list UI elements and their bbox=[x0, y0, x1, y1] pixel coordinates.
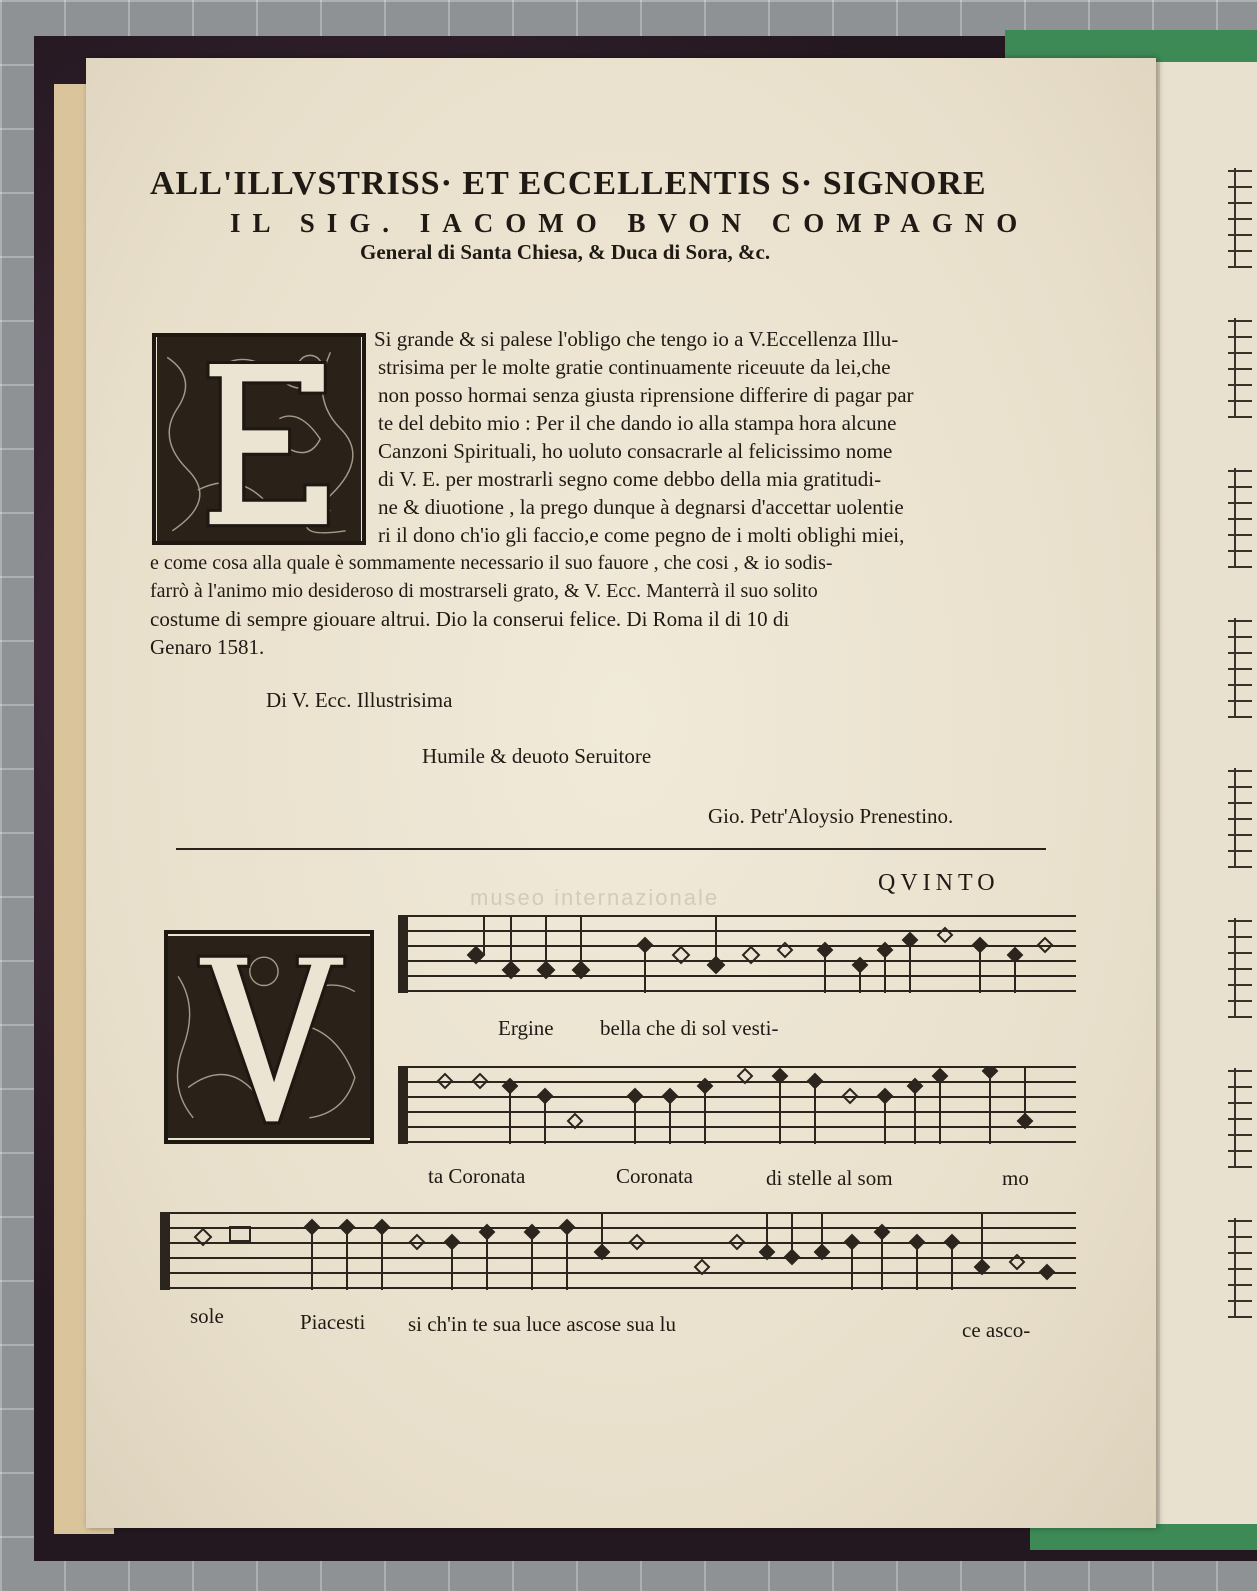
section-divider bbox=[176, 848, 1046, 850]
facing-page-staff bbox=[1228, 1218, 1252, 1318]
lyric-text: Piacesti bbox=[300, 1310, 366, 1334]
watermark: museo internazionale bbox=[470, 885, 720, 910]
facing-page-staff bbox=[1228, 468, 1252, 568]
lyric-text: si ch'in te sua luce ascose sua lu bbox=[408, 1312, 676, 1336]
closing-salutation: Di V. Ecc. Illustrisima bbox=[266, 688, 453, 712]
dedication-line: Canzoni Spirituali, ho uoluto consacrarle al felicissimo nome bbox=[378, 439, 893, 463]
lyric-text: ta Coronata bbox=[428, 1164, 526, 1188]
facing-page-staff bbox=[1228, 318, 1252, 418]
dedication-line: ne & diuotione , la prego dunque à degnarsi d'accettar uolentie bbox=[378, 495, 904, 519]
voice-part-label: QVINTO bbox=[878, 870, 1000, 896]
book-page bbox=[86, 58, 1156, 1528]
staff-notes bbox=[160, 1212, 1076, 1290]
facing-page-staff bbox=[1228, 618, 1252, 718]
lyric-text: ce asco- bbox=[962, 1318, 1031, 1342]
facing-page-staff bbox=[1228, 918, 1252, 1018]
facing-page-staff bbox=[1228, 768, 1252, 868]
music-staff bbox=[398, 915, 1076, 993]
dedication-line: strisima per le molte gratie continuamente riceuute da lei,che bbox=[378, 355, 891, 379]
decorated-initial-v bbox=[164, 930, 374, 1144]
facing-page-staff bbox=[1228, 168, 1252, 268]
dedication-line: te del debito mio : Per il che dando io alla stampa hora alcune bbox=[378, 411, 897, 435]
dedication-line: e come cosa alla quale è sommamente necessario il suo fauore , che cosi , & io sodis- bbox=[150, 552, 833, 574]
dedication-line: Si grande & si palese l'obligo che tengo io a V.Eccellenza Illu- bbox=[374, 327, 899, 351]
lyric-text: bella che di sol vesti- bbox=[600, 1016, 779, 1040]
lyric-text: mo bbox=[1002, 1166, 1029, 1190]
lyric-text: Coronata bbox=[616, 1164, 693, 1188]
lyric-text: Ergine bbox=[498, 1016, 554, 1040]
dedicatee-titles: General di Santa Chiesa, & Duca di Sora, &c. bbox=[360, 240, 771, 264]
lyric-text: sole bbox=[190, 1304, 224, 1328]
facing-page-staff bbox=[1228, 1068, 1252, 1168]
dedication-line: costume di sempre giouare altrui. Dio la conserui felice. Di Roma il di 10 di bbox=[150, 607, 790, 631]
dedication-heading: ALL'ILLVSTRISS· ET ECCELLENTIS S· SIGNORE bbox=[150, 165, 987, 202]
staff-notes bbox=[398, 915, 1076, 993]
dedication-line: ri il dono ch'io gli faccio,e come pegno de i molti oblighi miei, bbox=[378, 523, 905, 547]
staff-notes bbox=[398, 1066, 1076, 1144]
lyric-text: di stelle al som bbox=[766, 1166, 893, 1190]
dedication-line: Genaro 1581. bbox=[150, 635, 265, 659]
dedication-line: di V. E. per mostrarli segno come debbo della mia gratitudi- bbox=[378, 467, 882, 491]
music-staff bbox=[398, 1066, 1076, 1144]
dedication-line: farrò à l'animo mio desideroso di mostrarseli grato, & V. Ecc. Manterrà il suo solito bbox=[150, 580, 818, 602]
woodcut-v-icon bbox=[168, 934, 370, 1140]
woodcut-e-icon bbox=[156, 337, 362, 541]
dedicatee-name: IL SIG. IACOMO BVON COMPAGNO bbox=[230, 208, 1030, 238]
closing-servant: Humile & deuoto Seruitore bbox=[422, 744, 652, 768]
decorated-initial-e bbox=[152, 333, 366, 545]
dedication-line: non posso hormai senza giusta riprensione differire di pagar par bbox=[378, 383, 914, 407]
music-staff bbox=[160, 1212, 1076, 1290]
signature: Gio. Petr'Aloysio Prenestino. bbox=[708, 804, 954, 828]
